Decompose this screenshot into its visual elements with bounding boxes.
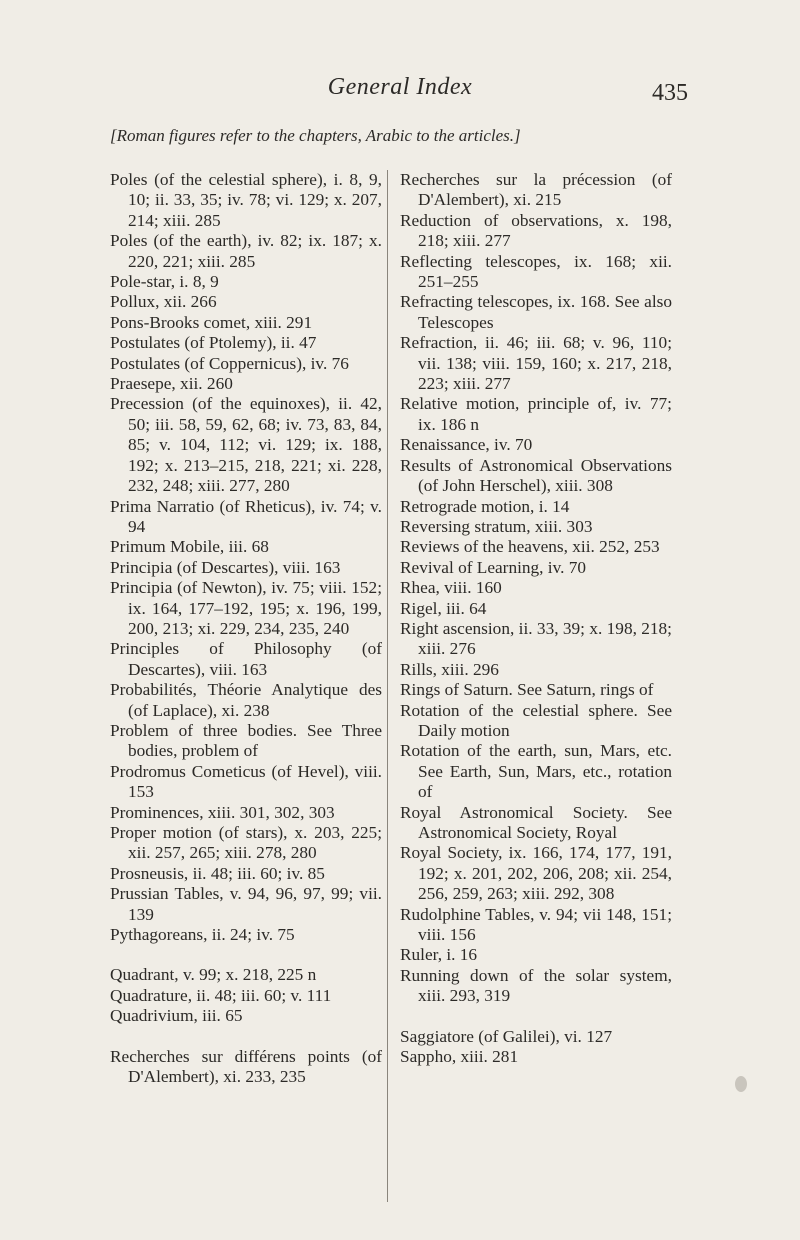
index-entry: Retrograde motion, i. 14: [400, 496, 570, 516]
index-entry: Reviews of the heavens, xii. 252, 253: [400, 537, 660, 557]
index-entry: Reflecting telescopes, ix. 168; xii. 251–255: [400, 251, 672, 292]
index-entry: Prominences, xiii. 301, 302, 303: [110, 802, 335, 822]
index-entry: Rhea, viii. 160: [400, 578, 502, 598]
section-gap: [110, 1027, 382, 1047]
page-number: 435: [652, 80, 688, 106]
index-entry: Postulates (of Coppernicus), iv. 76: [110, 353, 349, 373]
index-note: [Roman figures refer to the chapters, Arabic to the articles.]: [110, 126, 521, 145]
index-entry: Right ascension, ii. 33, 39; x. 198, 218; xiii. 276: [400, 618, 672, 659]
index-entry: Running down of the solar system, xiii. 293, 319: [400, 965, 672, 1006]
running-head: [0, 74, 800, 114]
index-entry: Recherches sur différens points (of D'Alembert), xi. 233, 235: [110, 1046, 382, 1087]
index-entry: Reversing stratum, xiii. 303: [400, 516, 593, 536]
index-entry: Principia (of Descartes), viii. 163: [110, 557, 341, 577]
index-entry: Sappho, xiii. 281: [400, 1047, 519, 1067]
index-entry: Refracting telescopes, ix. 168. See also Telescopes: [400, 292, 672, 332]
index-entry: Quadrant, v. 99; x. 218, 225 n: [110, 965, 317, 985]
index-entry: Pollux, xii. 266: [110, 292, 217, 312]
index-entry: Pythagoreans, ii. 24; iv. 75: [110, 925, 295, 945]
index-entry: Refraction, ii. 46; iii. 68; v. 96, 110; vii. 138; viii. 159, 160; x. 217, 218, 223; xiii. 277: [400, 333, 672, 394]
index-entry: Poles (of the celestial sphere), i. 8, 9, 10; ii. 33, 35; iv. 78; vi. 129; x. 207, 214; xiii. 285: [110, 170, 382, 230]
index-entry: Praesepe, xii. 260: [110, 374, 233, 394]
index-entry: Rills, xiii. 296: [400, 659, 499, 679]
section-gap: [400, 1007, 672, 1027]
index-entry: Royal Society, ix. 166, 174, 177, 191, 192; x. 201, 202, 206, 208; xii. 254, 256, 259, 263; xiii. 292, 308: [400, 843, 672, 904]
page-title: General Index: [327, 74, 473, 100]
index-entry: Quadrivium, iii. 65: [110, 1006, 243, 1026]
index-entry: Primum Mobile, iii. 68: [110, 537, 269, 557]
index-entry: Reduction of observations, x. 198, 218; xiii. 277: [400, 210, 672, 251]
index-entry: Poles (of the earth), iv. 82; ix. 187; x. 220, 221; xiii. 285: [110, 231, 382, 271]
index-entry: Rotation of the earth, sun, Mars, etc. See Earth, Sun, Mars, etc., rotation of: [400, 741, 672, 802]
index-entry: Rotation of the celestial sphere. See Daily motion: [400, 700, 672, 740]
index-entry: Postulates (of Ptolemy), ii. 47: [110, 333, 317, 353]
index-entry: Quadrature, ii. 48; iii. 60; v. 111: [110, 985, 332, 1005]
index-entry: Results of Astronomical Observations (of John Herschel), xiii. 308: [400, 455, 672, 496]
index-entry: Royal Astronomical Society. See Astronomical Society, Royal: [400, 802, 672, 842]
index-entry: Problem of three bodies. See Three bodies, problem of: [110, 720, 382, 761]
paper-blemish: [735, 1076, 747, 1092]
index-entry: Prussian Tables, v. 94, 96, 97, 99; vii. 139: [110, 884, 382, 924]
index-entry: Pole-star, i. 8, 9: [110, 272, 219, 292]
index-entry: Pons-Brooks comet, xiii. 291: [110, 312, 313, 332]
index-entry: Rings of Saturn. See Saturn, rings of: [400, 680, 654, 700]
column-divider: [387, 170, 388, 1202]
index-entry: Prosneusis, ii. 48; iii. 60; iv. 85: [110, 863, 325, 883]
index-entry: Revival of Learning, iv. 70: [400, 557, 587, 577]
index-entry: Rudolphine Tables, v. 94; vii 148, 151; viii. 156: [400, 904, 672, 945]
index-entry: Saggiatore (of Galilei), vi. 127: [400, 1026, 613, 1046]
index-column-right: [400, 170, 672, 1067]
index-entry: Proper motion (of stars), x. 203, 225; xii. 257, 265; xiii. 278, 280: [110, 823, 382, 863]
index-entry: Principles of Philosophy (of Descartes), viii. 163: [110, 639, 382, 679]
index-entry: Ruler, i. 16: [400, 945, 478, 965]
index-entry: Relative motion, principle of, iv. 77; ix. 186 n: [400, 394, 672, 434]
index-entry: Probabilités, Théorie Analytique des (of Laplace), xi. 238: [110, 680, 382, 720]
index-entry: Principia (of Newton), iv. 75; viii. 152; ix. 164, 177–192, 195; x. 196, 199, 200, 213; xi. 229, 234, 235, 240: [110, 578, 382, 638]
index-column-left: [110, 170, 382, 1087]
index-entry: Recherches sur la précession (of D'Alembert), xi. 215: [400, 170, 672, 210]
section-gap: [110, 945, 382, 965]
index-entry: Rigel, iii. 64: [400, 598, 487, 618]
index-entry: Prima Narratio (of Rheticus), iv. 74; v. 94: [110, 496, 382, 536]
index-entry: Precession (of the equinoxes), ii. 42, 50; iii. 58, 59, 62, 68; iv. 73, 83, 84, 85; v. 104, 112; vi. 129; ix. 188, 192; x. 213–215, 218, 221; xi. 228, 232, 248; xiii. 277, 280: [110, 394, 382, 496]
index-entry: Renaissance, iv. 70: [400, 435, 533, 455]
index-entry: Prodromus Cometicus (of Hevel), viii. 153: [110, 761, 382, 802]
